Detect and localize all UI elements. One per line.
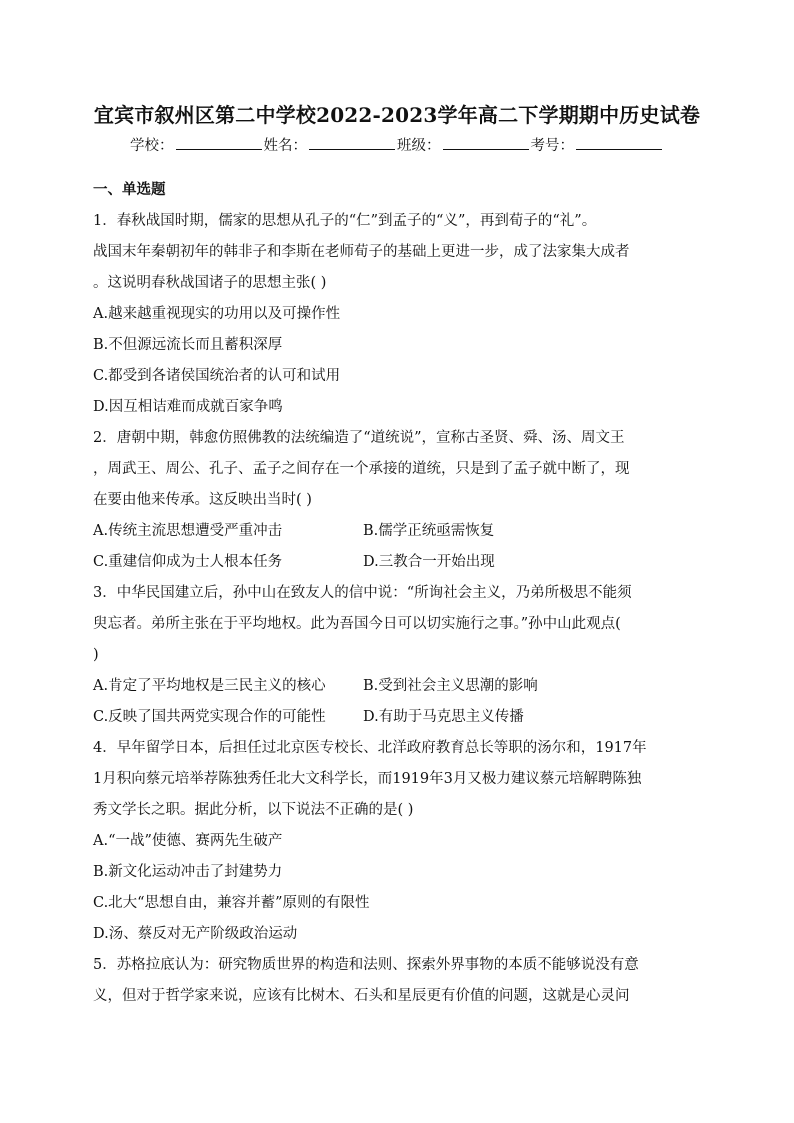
question-3: [93, 578, 705, 733]
question-3-option-a: A.肯定了平均地权是三民主义的核心: [93, 678, 326, 694]
question-4: [93, 733, 705, 950]
question-3-stem-line: 3．中华民国建立后，孙中山在致友人的信中说：“所询社会主义，乃弟所极思不能须: [93, 585, 632, 601]
page-title: 宜宾市叙州区第二中学校2022-2023学年高二下学期期中历史试卷: [93, 103, 701, 127]
question-1-option-c: C.都受到各诸侯国统治者的认可和试用: [93, 368, 341, 384]
question-2-stem-line: 2．唐朝中期，韩愈仿照佛教的法统编造了“道统说”，宣称古圣贤、舜、汤、周文王: [93, 430, 625, 446]
question-2-stem-line: ，周武王、周公、孔子、孟子之间存在一个承接的道统，只是到了孟子就中断了，现: [93, 461, 630, 477]
name-label: 姓名：: [263, 138, 307, 154]
question-4-option-d: D.汤、蔡反对无产阶级政治运动: [93, 926, 298, 942]
school-label: 学校：: [130, 138, 174, 154]
question-3-option-d: D.有助于马克思主义传播: [363, 709, 524, 725]
class-label: 班级：: [397, 138, 441, 154]
question-1-stem-line: 1．春秋战国时期，儒家的思想从孔子的“仁”到孟子的“义”，再到荀子的“礼”。: [93, 213, 597, 229]
question-1-stem-line: 战国末年秦朝初年的韩非子和李斯在老师荀子的基础上更进一步，成了法家集大成者: [93, 244, 630, 260]
question-3-option-row: [93, 702, 705, 733]
question-3-option-c: C.反映了国共两党实现合作的可能性: [93, 709, 326, 725]
school-blank: [176, 135, 262, 150]
question-2-option-row: [93, 516, 705, 547]
question-3-option-row: [93, 671, 705, 702]
question-2-option-b: B.儒学正统亟需恢复: [363, 523, 495, 539]
question-2-stem-line: 在要由他来传承。这反映出当时( ): [93, 492, 312, 508]
class-blank: [443, 135, 529, 150]
exam-number-label: 考号：: [530, 138, 574, 154]
question-3-option-b: B.受到社会主义思潮的影响: [363, 678, 538, 694]
question-5: [93, 950, 705, 1012]
question-5-stem-line: 5．苏格拉底认为：研究物质世界的构造和法则、探索外界事物的本质不能够说没有意: [93, 957, 639, 973]
question-4-option-c: C.北大“思想自由，兼容并蓄”原则的有限性: [93, 895, 370, 911]
exam-content: [93, 178, 705, 1012]
name-blank: [309, 135, 395, 150]
question-2-option-c: C.重建信仰成为士人根本任务: [93, 554, 283, 570]
question-2-option-row: [93, 547, 705, 578]
question-4-stem-line: 秀文学长之职。据此分析，以下说法不正确的是( ): [93, 802, 414, 818]
question-2: [93, 423, 705, 578]
section-heading: 一、单选题: [93, 182, 166, 198]
exam-number-blank: [576, 135, 662, 150]
question-2-option-d: D.三教合一开始出现: [363, 554, 495, 570]
student-info-line: [0, 134, 794, 158]
question-4-stem-line: 1月积向蔡元培举荐陈独秀任北大文科学长，而1919年3月又极力建议蔡元培解聘陈独: [93, 771, 642, 787]
question-3-stem-line: ): [93, 647, 99, 663]
question-5-stem-line: 义，但对于哲学家来说，应该有比树木、石头和星辰更有价值的问题，这就是心灵问: [93, 988, 630, 1004]
question-1-option-d: D.因互相诘难而成就百家争鸣: [93, 399, 283, 415]
question-4-option-b: B.新文化运动冲击了封建势力: [93, 864, 283, 880]
question-4-stem-line: 4．早年留学日本，后担任过北京医专校长、北洋政府教育总长等职的汤尔和，1917年: [93, 740, 647, 756]
question-1-stem-line: 。这说明春秋战国诸子的思想主张( ): [93, 275, 327, 291]
question-1: [93, 206, 705, 423]
question-4-option-a: A.“一战”使德、赛两先生破产: [93, 833, 283, 849]
question-1-option-b: B.不但源远流长而且蓄积深厚: [93, 337, 283, 353]
question-3-stem-line: 臾忘者。弟所主张在于平均地权。此为吾国今日可以切实施行之事。”孙中山此观点(: [93, 616, 621, 632]
question-1-option-a: A.越来越重视现实的功用以及可操作性: [93, 306, 341, 322]
question-2-option-a: A.传统主流思想遭受严重冲击: [93, 523, 283, 539]
